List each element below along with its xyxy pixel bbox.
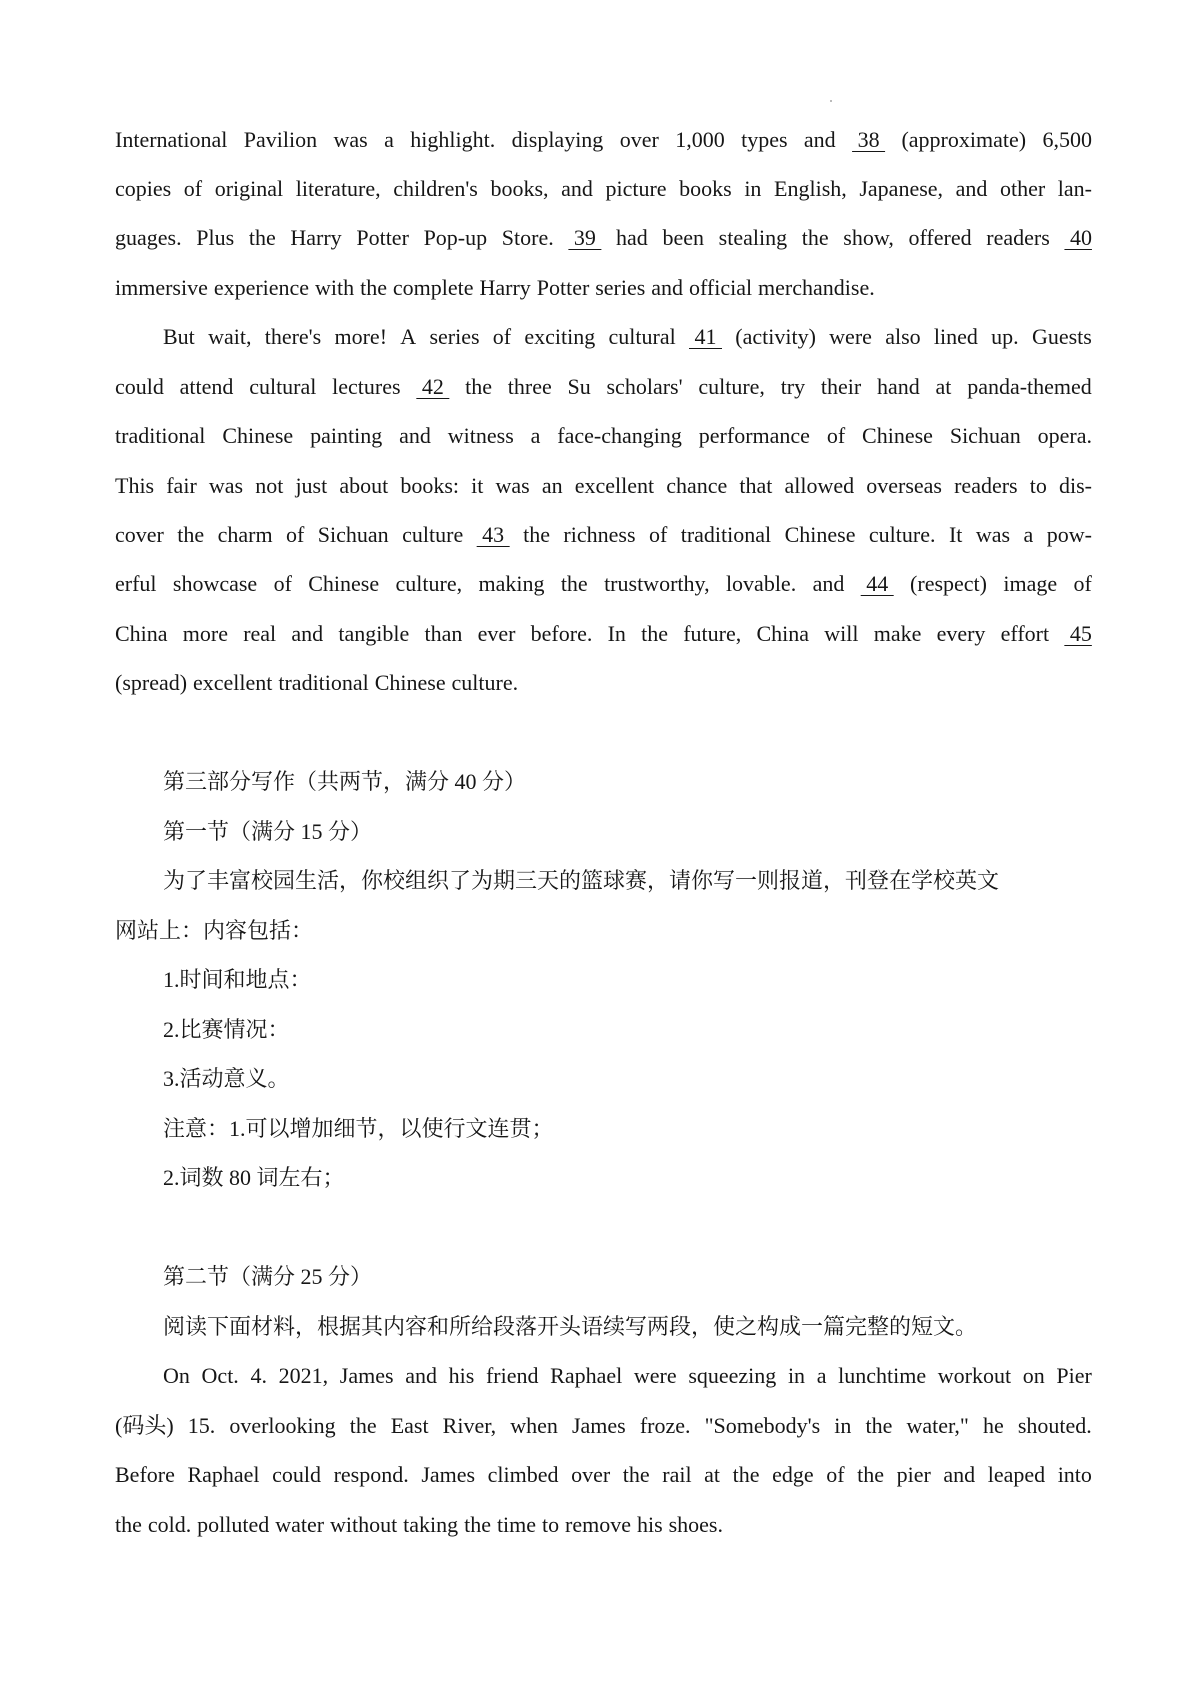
- word: showcase: [172, 571, 258, 596]
- word: overlooking: [229, 1413, 336, 1438]
- text-line: [115, 221, 1092, 255]
- word: climbed: [487, 1462, 559, 1487]
- word: 3.活动意义。: [163, 1066, 290, 1091]
- word: shouted.: [1017, 1413, 1092, 1438]
- word: of: [826, 1462, 845, 1487]
- word: guages.: [115, 225, 182, 250]
- word: erful: [115, 571, 157, 596]
- word: of: [1073, 571, 1092, 596]
- word: a: [384, 127, 394, 152]
- word: traditional: [680, 522, 772, 547]
- word: up.: [991, 324, 1019, 349]
- text-line: [115, 370, 1092, 404]
- word: James: [571, 1413, 626, 1438]
- word: the: [641, 621, 668, 646]
- word: Chinese: [784, 522, 856, 547]
- word: culture.: [451, 670, 519, 695]
- word: edge: [772, 1462, 814, 1487]
- word: other: [1000, 176, 1046, 201]
- text-line: [115, 666, 1092, 700]
- word: Su: [567, 374, 591, 399]
- word: the: [560, 571, 588, 596]
- word: types: [741, 127, 788, 152]
- word: Store.: [501, 225, 554, 250]
- word: the: [360, 275, 387, 300]
- answer-blank: 39: [568, 225, 602, 250]
- word: there's: [264, 324, 322, 349]
- word: and: [943, 1462, 976, 1487]
- answer-blank: 41: [689, 324, 722, 349]
- word: than: [424, 621, 463, 646]
- word: cold.: [147, 1512, 192, 1537]
- word: his: [636, 1512, 663, 1537]
- word: Potter: [356, 225, 409, 250]
- word: cultural: [249, 374, 317, 399]
- word: squeezing: [688, 1363, 777, 1388]
- word: lectures: [332, 374, 401, 399]
- word: International: [115, 127, 228, 152]
- word: the: [248, 225, 276, 250]
- word: the: [349, 1413, 377, 1438]
- word: 1.时间和地点：: [163, 967, 312, 992]
- word: Potter: [536, 275, 590, 300]
- word: chance: [666, 473, 728, 498]
- word: trustworthy,: [604, 571, 710, 596]
- word: experience: [213, 275, 310, 300]
- word: overseas: [866, 473, 942, 498]
- word: Chinese: [374, 670, 446, 695]
- text-line: [163, 815, 1092, 849]
- word: fair: [166, 473, 197, 498]
- word: hand: [877, 374, 920, 399]
- word: witness: [447, 423, 514, 448]
- word: just: [295, 473, 328, 498]
- word: lunchtime: [838, 1363, 927, 1388]
- word: books: [679, 176, 732, 201]
- word: ever: [477, 621, 516, 646]
- word: that: [739, 473, 773, 498]
- word: (码头): [115, 1413, 174, 1438]
- word: official: [688, 275, 753, 300]
- word: face-changing: [557, 423, 682, 448]
- word: offered: [908, 225, 972, 250]
- word: a: [530, 423, 541, 448]
- word: leaped: [987, 1462, 1046, 1487]
- word: and: [399, 423, 431, 448]
- word: Chinese: [862, 423, 933, 448]
- answer-blank: 43: [476, 522, 510, 547]
- word: But: [163, 324, 195, 349]
- word: over: [619, 127, 659, 152]
- word: readers: [954, 473, 1018, 498]
- word: series: [595, 275, 646, 300]
- word: It: [948, 522, 963, 547]
- text-line: [115, 419, 1092, 453]
- word: 第二节（满分 25 分）: [163, 1264, 373, 1289]
- word: in: [787, 1363, 806, 1388]
- word: of: [286, 522, 305, 547]
- word: panda-themed: [967, 374, 1092, 399]
- text-line: [115, 617, 1092, 651]
- word: In: [607, 621, 626, 646]
- word: when: [510, 1413, 558, 1438]
- word: lovable.: [725, 571, 797, 596]
- text-line: [163, 1161, 1092, 1195]
- word: highlight.: [410, 127, 496, 152]
- word: try: [780, 374, 806, 399]
- word: image: [1003, 571, 1058, 596]
- word: with: [315, 275, 355, 300]
- word: workout: [937, 1363, 1012, 1388]
- word: Chinese: [308, 571, 380, 596]
- word: was: [208, 473, 244, 498]
- word: wait,: [208, 324, 252, 349]
- word: 为了丰富校园生活，你校组织了为期三天的篮球赛，请你写一则报道，刊登在学校英文: [163, 868, 1000, 893]
- word: performance: [698, 423, 810, 448]
- word: before.: [530, 621, 593, 646]
- word: Pop-up: [423, 225, 488, 250]
- word: the: [465, 374, 492, 399]
- word: could: [115, 374, 164, 399]
- word: pier: [896, 1462, 931, 1487]
- word: the: [801, 225, 829, 250]
- answer-blank: 45: [1064, 621, 1092, 646]
- word: lined: [933, 324, 978, 349]
- word: painting: [310, 423, 383, 448]
- word: Sichuan: [317, 522, 389, 547]
- text-line: [115, 469, 1092, 503]
- word: 4.: [250, 1363, 267, 1388]
- word: in: [744, 176, 762, 201]
- word: time: [496, 1512, 537, 1537]
- word: and: [955, 176, 988, 201]
- word: "Somebody's: [704, 1413, 821, 1438]
- word: Plus: [196, 225, 235, 250]
- word: lan-: [1057, 176, 1092, 201]
- word: polluted: [197, 1512, 270, 1537]
- word: 第三部分写作（共两节，满分 40 分）: [163, 769, 527, 794]
- word: (respect): [910, 571, 987, 596]
- text-line: [163, 1062, 1092, 1096]
- word: 15.: [187, 1413, 216, 1438]
- word: cultural: [608, 324, 676, 349]
- scan-speck: [830, 100, 832, 102]
- word: water: [275, 1512, 325, 1537]
- word: Harry: [290, 225, 342, 250]
- text-line: [163, 1260, 1092, 1294]
- word: series: [429, 324, 480, 349]
- word: and: [405, 1363, 437, 1388]
- word: traditional: [278, 670, 369, 695]
- word: 注意：1.可以增加细节，以使行文连贯；: [163, 1116, 554, 1141]
- word: without: [330, 1512, 398, 1537]
- word: could: [272, 1462, 321, 1487]
- word: immersive: [115, 275, 208, 300]
- word: the: [177, 522, 205, 547]
- text-line: [163, 1359, 1092, 1393]
- word: friend: [485, 1363, 539, 1388]
- word: of: [492, 324, 512, 349]
- word: were: [633, 1363, 677, 1388]
- text-line: [115, 1508, 1092, 1542]
- word: of: [273, 571, 292, 596]
- answer-blank: 42: [416, 374, 450, 399]
- word: the: [732, 1462, 760, 1487]
- text-line: [163, 765, 1092, 799]
- word: also: [885, 324, 921, 349]
- word: 第一节（满分 15 分）: [163, 819, 373, 844]
- word: of: [183, 176, 203, 201]
- word: 2.比赛情况：: [163, 1017, 290, 1042]
- answer-blank: 40: [1064, 225, 1092, 250]
- word: Raphael: [550, 1363, 623, 1388]
- word: 阅读下面材料，根据其内容和所给段落开头语续写两段，使之构成一篇完整的短文。: [163, 1314, 978, 1339]
- word: pow-: [1046, 522, 1092, 547]
- word: he: [983, 1413, 1004, 1438]
- word: making: [478, 571, 545, 596]
- word: in: [834, 1413, 852, 1438]
- word: his: [448, 1363, 475, 1388]
- word: This: [115, 473, 155, 498]
- text-line: [163, 320, 1092, 354]
- text-line: [163, 1112, 1092, 1146]
- word: 1,000: [675, 127, 725, 152]
- word: to: [541, 1512, 560, 1537]
- word: future,: [683, 621, 742, 646]
- word: (spread): [115, 670, 188, 695]
- word: stealing: [718, 225, 788, 250]
- word: merchandise.: [758, 275, 875, 300]
- word: respond.: [333, 1462, 409, 1487]
- word: had: [616, 225, 648, 250]
- word: rail: [662, 1462, 692, 1487]
- word: taking: [403, 1512, 459, 1537]
- word: cover: [115, 522, 164, 547]
- word: and: [812, 571, 845, 596]
- word: literature,: [295, 176, 381, 201]
- word: was: [975, 522, 1011, 547]
- word: Raphael: [187, 1462, 260, 1487]
- word: to: [1029, 473, 1047, 498]
- word: and: [291, 621, 324, 646]
- word: remove: [565, 1512, 632, 1537]
- word: opera.: [1037, 423, 1092, 448]
- word: the: [865, 1413, 893, 1438]
- text-line: [115, 172, 1092, 206]
- word: the: [857, 1462, 884, 1487]
- word: and: [803, 127, 836, 152]
- word: Before: [115, 1462, 175, 1487]
- word: three: [507, 374, 552, 399]
- word: was: [333, 127, 368, 152]
- word: books,: [490, 176, 549, 201]
- word: 网站上：内容包括：: [115, 918, 314, 943]
- word: richness: [563, 522, 636, 547]
- word: children's: [393, 176, 478, 201]
- word: Japanese,: [859, 176, 944, 201]
- word: exciting: [524, 324, 596, 349]
- word: culture,: [395, 571, 463, 596]
- word: and: [651, 275, 684, 300]
- text-line: [115, 123, 1092, 157]
- word: Guests: [1031, 324, 1092, 349]
- word: a: [1023, 522, 1034, 547]
- word: culture,: [698, 374, 765, 399]
- word: readers: [986, 225, 1050, 250]
- word: picture: [605, 176, 667, 201]
- word: excellent: [574, 473, 655, 498]
- word: scholars': [606, 374, 683, 399]
- word: make: [873, 621, 922, 646]
- word: China: [756, 621, 810, 646]
- word: and: [561, 176, 593, 201]
- word: the: [115, 1512, 142, 1537]
- word: show,: [843, 225, 894, 250]
- word: on: [1022, 1363, 1045, 1388]
- word: at: [704, 1462, 721, 1487]
- word: On: [163, 1363, 190, 1388]
- word: Pier: [1056, 1363, 1092, 1388]
- word: about: [339, 473, 389, 498]
- text-line: [115, 914, 1092, 948]
- word: a: [816, 1363, 827, 1388]
- word: will: [824, 621, 859, 646]
- word: displaying: [511, 127, 604, 152]
- word: 2.词数 80 词左右；: [163, 1165, 345, 1190]
- word: froze.: [639, 1413, 691, 1438]
- text-line: [163, 1013, 1092, 1047]
- word: it: [471, 473, 484, 498]
- word: of: [826, 423, 846, 448]
- word: original: [214, 176, 284, 201]
- word: Pavilion: [243, 127, 318, 152]
- answer-blank: 44: [860, 571, 894, 596]
- word: 6,500: [1042, 127, 1092, 152]
- text-line: [115, 1458, 1092, 1492]
- word: culture.: [868, 522, 936, 547]
- word: A: [400, 324, 417, 349]
- word: (approximate): [901, 127, 1027, 152]
- word: their: [820, 374, 862, 399]
- word: were: [829, 324, 872, 349]
- word: the: [622, 1462, 650, 1487]
- word: into: [1057, 1462, 1092, 1487]
- word: charm: [217, 522, 273, 547]
- text-line: [163, 864, 1092, 898]
- word: Chinese: [222, 423, 294, 448]
- word: China: [115, 621, 168, 646]
- word: over: [571, 1462, 611, 1487]
- word: English,: [774, 176, 847, 201]
- word: more: [182, 621, 228, 646]
- word: traditional: [115, 423, 206, 448]
- word: of: [648, 522, 668, 547]
- word: 2021,: [278, 1363, 329, 1388]
- word: been: [662, 225, 704, 250]
- word: culture: [402, 522, 464, 547]
- text-line: [115, 518, 1092, 552]
- word: dis-: [1058, 473, 1092, 498]
- word: excellent: [193, 670, 273, 695]
- word: was: [495, 473, 530, 498]
- word: the: [464, 1512, 491, 1537]
- word: books:: [400, 473, 460, 498]
- word: attend: [179, 374, 234, 399]
- word: East: [390, 1413, 429, 1438]
- word: allowed: [784, 473, 855, 498]
- word: shoes.: [668, 1512, 723, 1537]
- word: water,": [906, 1413, 969, 1438]
- word: not: [255, 473, 284, 498]
- word: (activity): [735, 324, 816, 349]
- word: River,: [442, 1413, 497, 1438]
- word: Harry: [479, 275, 531, 300]
- word: the: [523, 522, 550, 547]
- text-line: [115, 567, 1092, 601]
- word: Sichuan: [949, 423, 1021, 448]
- word: James: [421, 1462, 476, 1487]
- word: real: [243, 621, 277, 646]
- text-line: [163, 1310, 1092, 1344]
- word: more!: [334, 324, 388, 349]
- answer-blank: 38: [852, 127, 886, 152]
- word: effort: [1000, 621, 1050, 646]
- word: copies: [115, 176, 172, 201]
- word: Oct.: [201, 1363, 239, 1388]
- text-line: [115, 1409, 1092, 1443]
- text-line: [163, 963, 1092, 997]
- word: an: [541, 473, 563, 498]
- text-line: [115, 271, 1092, 305]
- word: tangible: [338, 621, 410, 646]
- word: at: [935, 374, 952, 399]
- word: James: [339, 1363, 394, 1388]
- word: complete: [392, 275, 474, 300]
- word: every: [936, 621, 986, 646]
